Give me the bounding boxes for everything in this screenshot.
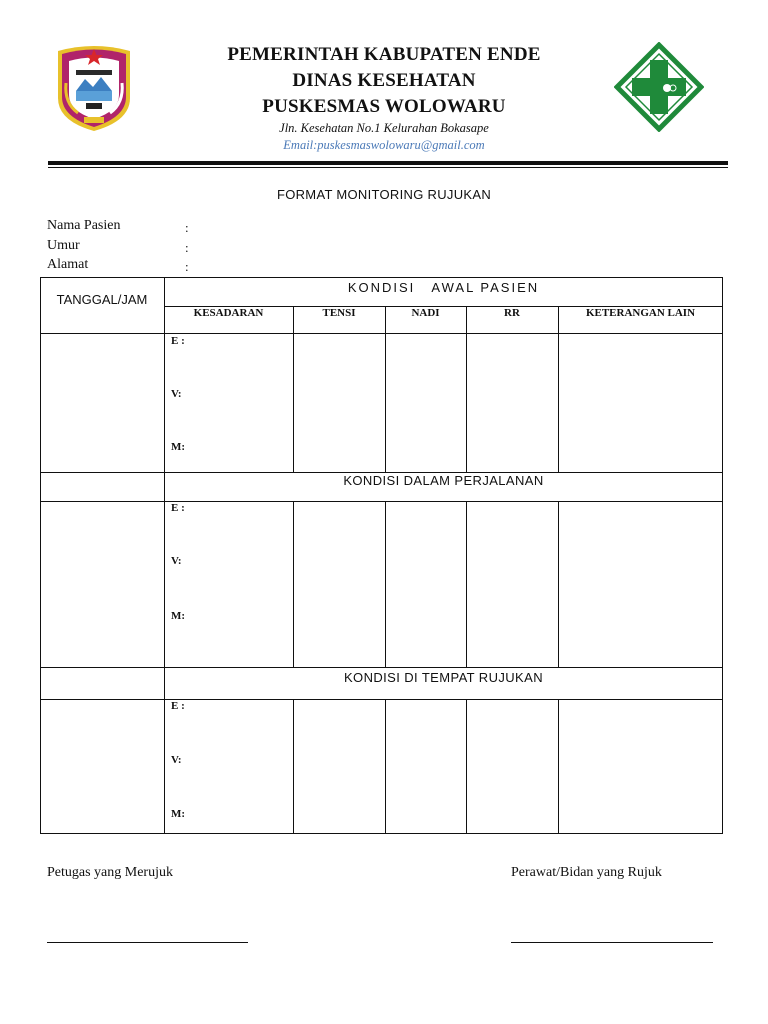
field-colon-nama: : [185, 220, 189, 235]
section-kondisi-perjalanan: KONDISI DALAM PERJALANAN [343, 473, 544, 488]
section-kondisi-awal: KONDISI AWAL PASIEN [347, 280, 540, 295]
field-label-nama: Nama Pasien [47, 218, 121, 233]
header-line-2: DINAS KESEHATAN [292, 70, 476, 91]
header-address: Jln. Kesehatan No.1 Kelurahan Bokasape [279, 121, 489, 135]
signature-line-right [511, 942, 713, 943]
col-divider-4 [558, 501, 559, 668]
col-divider-3 [466, 699, 467, 834]
right-logo [614, 42, 704, 132]
row-line-rujukan-top [40, 667, 723, 668]
col-header-rr: RR [504, 307, 520, 319]
header-line-3: PUSKESMAS WOLOWARU [262, 96, 506, 117]
signature-label-left: Petugas yang Merujuk [47, 865, 173, 880]
col-header-keterangan: KETERANGAN LAIN [585, 307, 696, 319]
evm-e-label: E : [171, 700, 185, 712]
col-divider-1 [293, 699, 294, 834]
col-divider-1 [293, 501, 294, 668]
col-divider-tanggal [164, 277, 165, 834]
col-divider-3 [466, 306, 467, 473]
field-label-alamat: Alamat [47, 257, 89, 272]
col-divider-1 [293, 306, 294, 473]
row-line-header-bottom [40, 333, 723, 334]
row-line-rujukan-bottom [40, 699, 723, 700]
evm-e-label: E : [171, 502, 185, 514]
col-divider-2 [385, 306, 386, 473]
form-title: FORMAT MONITORING RUJUKAN [276, 187, 492, 202]
table-border-bottom [40, 833, 723, 834]
evm-m-label: M: [171, 441, 186, 453]
evm-e-label: E : [171, 335, 185, 347]
col-divider-4 [558, 306, 559, 473]
header-line-1: PEMERINTAH KABUPATEN ENDE [227, 44, 541, 65]
field-label-umur: Umur [47, 238, 80, 253]
col-divider-3 [466, 501, 467, 668]
evm-v-label: V: [171, 388, 182, 400]
evm-m-label: M: [171, 808, 186, 820]
table-border-right [722, 277, 723, 834]
section-kondisi-rujukan: KONDISI DI TEMPAT RUJUKAN [343, 670, 543, 685]
puskesmas-cross-icon [614, 42, 704, 132]
field-colon-umur: : [185, 240, 189, 255]
tanggal-jam-header: TANGGAL/JAM [56, 292, 148, 307]
evm-v-label: V: [171, 754, 182, 766]
header-email: Email:puskesmaswolowaru@gmail.com [283, 138, 485, 152]
header-rule-thin [48, 167, 728, 168]
col-divider-2 [385, 699, 386, 834]
signature-label-right: Perawat/Bidan yang Rujuk [511, 865, 662, 880]
header-rule-thick [48, 161, 728, 165]
signature-line-left [47, 942, 248, 943]
col-header-tensi: TENSI [322, 307, 356, 319]
col-divider-2 [385, 501, 386, 668]
col-header-kesadaran: KESADARAN [193, 307, 264, 319]
col-divider-4 [558, 699, 559, 834]
field-colon-alamat: : [185, 259, 189, 274]
col-header-nadi: NADI [411, 307, 440, 319]
evm-m-label: M: [171, 610, 186, 622]
table-border-top [40, 277, 723, 278]
table-border-left [40, 277, 41, 834]
evm-v-label: V: [171, 555, 182, 567]
row-line-perjalanan-bottom [40, 501, 723, 502]
